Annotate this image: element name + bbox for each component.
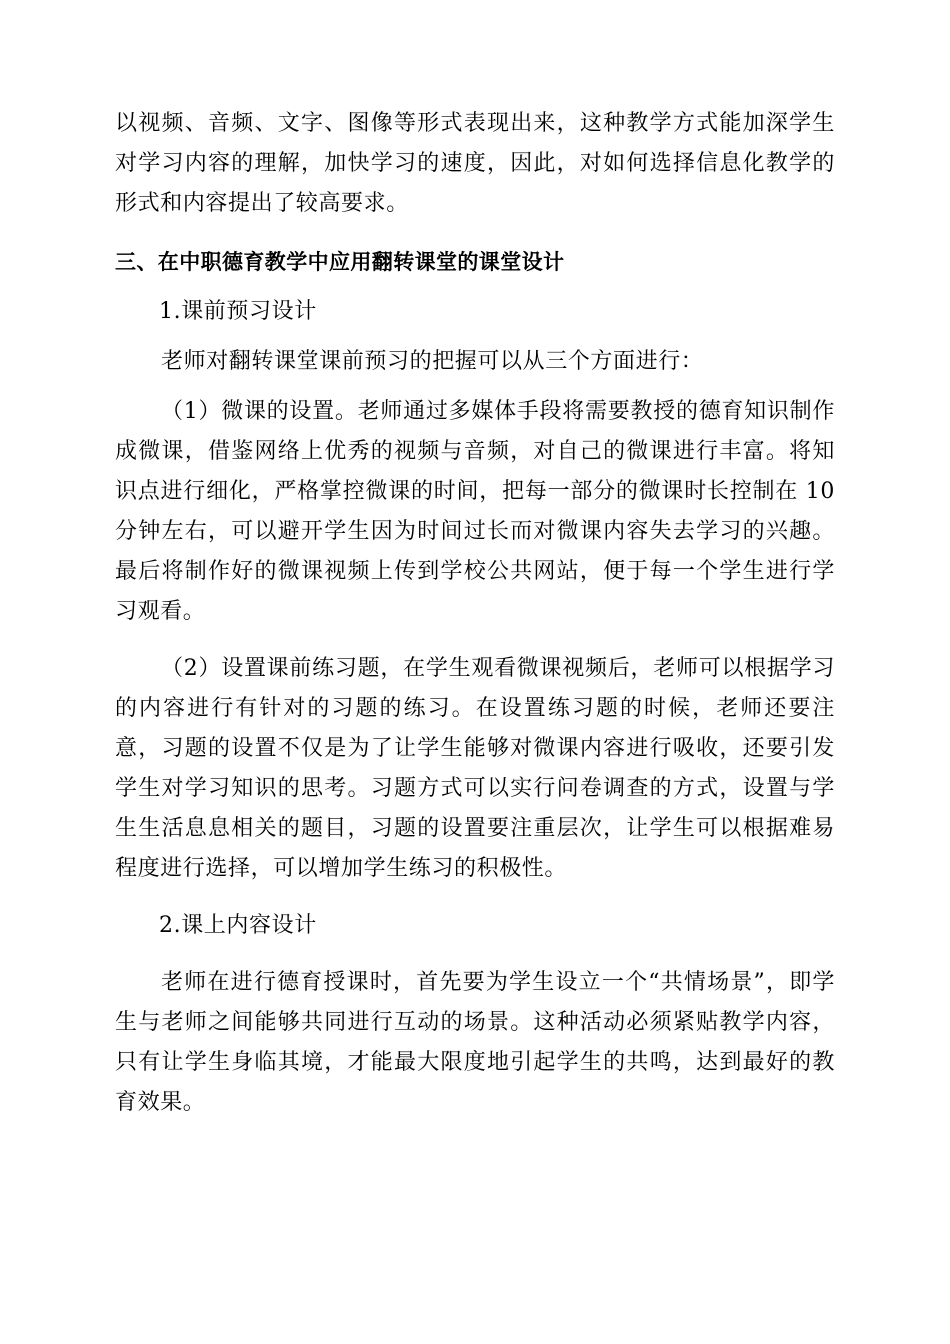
document-page: [115, 104, 835, 1123]
paragraph-preview-overview: 老师对翻转课堂课前预习的把握可以从三个方面进行：: [161, 349, 704, 374]
subsection-heading-2: 2.课上内容设计: [159, 913, 317, 938]
paragraph-class-content: 老师在进行德育授课时，首先要为学生设立一个“共情场景”，即学生与老师之间能够共同进行互动的场景。这种活动必须紧贴教学内容，只有让学生身临其境，才能最大限度地引起学生的共鸣，达到最好的教育效果。: [115, 970, 835, 1115]
section-heading-3: 三、在中职德育教学中应用翻转课堂的课堂设计: [115, 250, 565, 274]
subsection-heading-1: 1.课前预习设计: [159, 299, 317, 324]
paragraph-exercises: （2）设置课前练习题，在学生观看微课视频后，老师可以根据学习的内容进行有针对的习题的练习。在设置练习题的时候，老师还要注意，习题的设置不仅是为了让学生能够对微课内容进行吸收，还要引发学生对学习知识的思考。习题方式可以实行问卷调查的方式，设置与学生生活息息相关的题目，习题的设置要注重层次，让学生可以根据难易程度进行选择，可以增加学生练习的积极性。: [115, 656, 835, 881]
paragraph-micro-lesson: （1）微课的设置。老师通过多媒体手段将需要教授的德育知识制作成微课，借鉴网络上优秀的视频与音频，对自己的微课进行丰富。将知识点进行细化，严格掌控微课的时间，把每一部分的微课时长控制在 10 分钟左右，可以避开学生因为时间过长而对微课内容失去学习的兴趣。最后将制作好的微课视频上传到学校公共网站，便于每一个学生进行学习观看。: [115, 399, 835, 624]
paragraph-intro-continuation: 以视频、音频、文字、图像等形式表现出来，这种教学方式能加深学生对学习内容的理解，加快学习的速度，因此，对如何选择信息化教学的形式和内容提出了较高要求。: [115, 111, 835, 216]
